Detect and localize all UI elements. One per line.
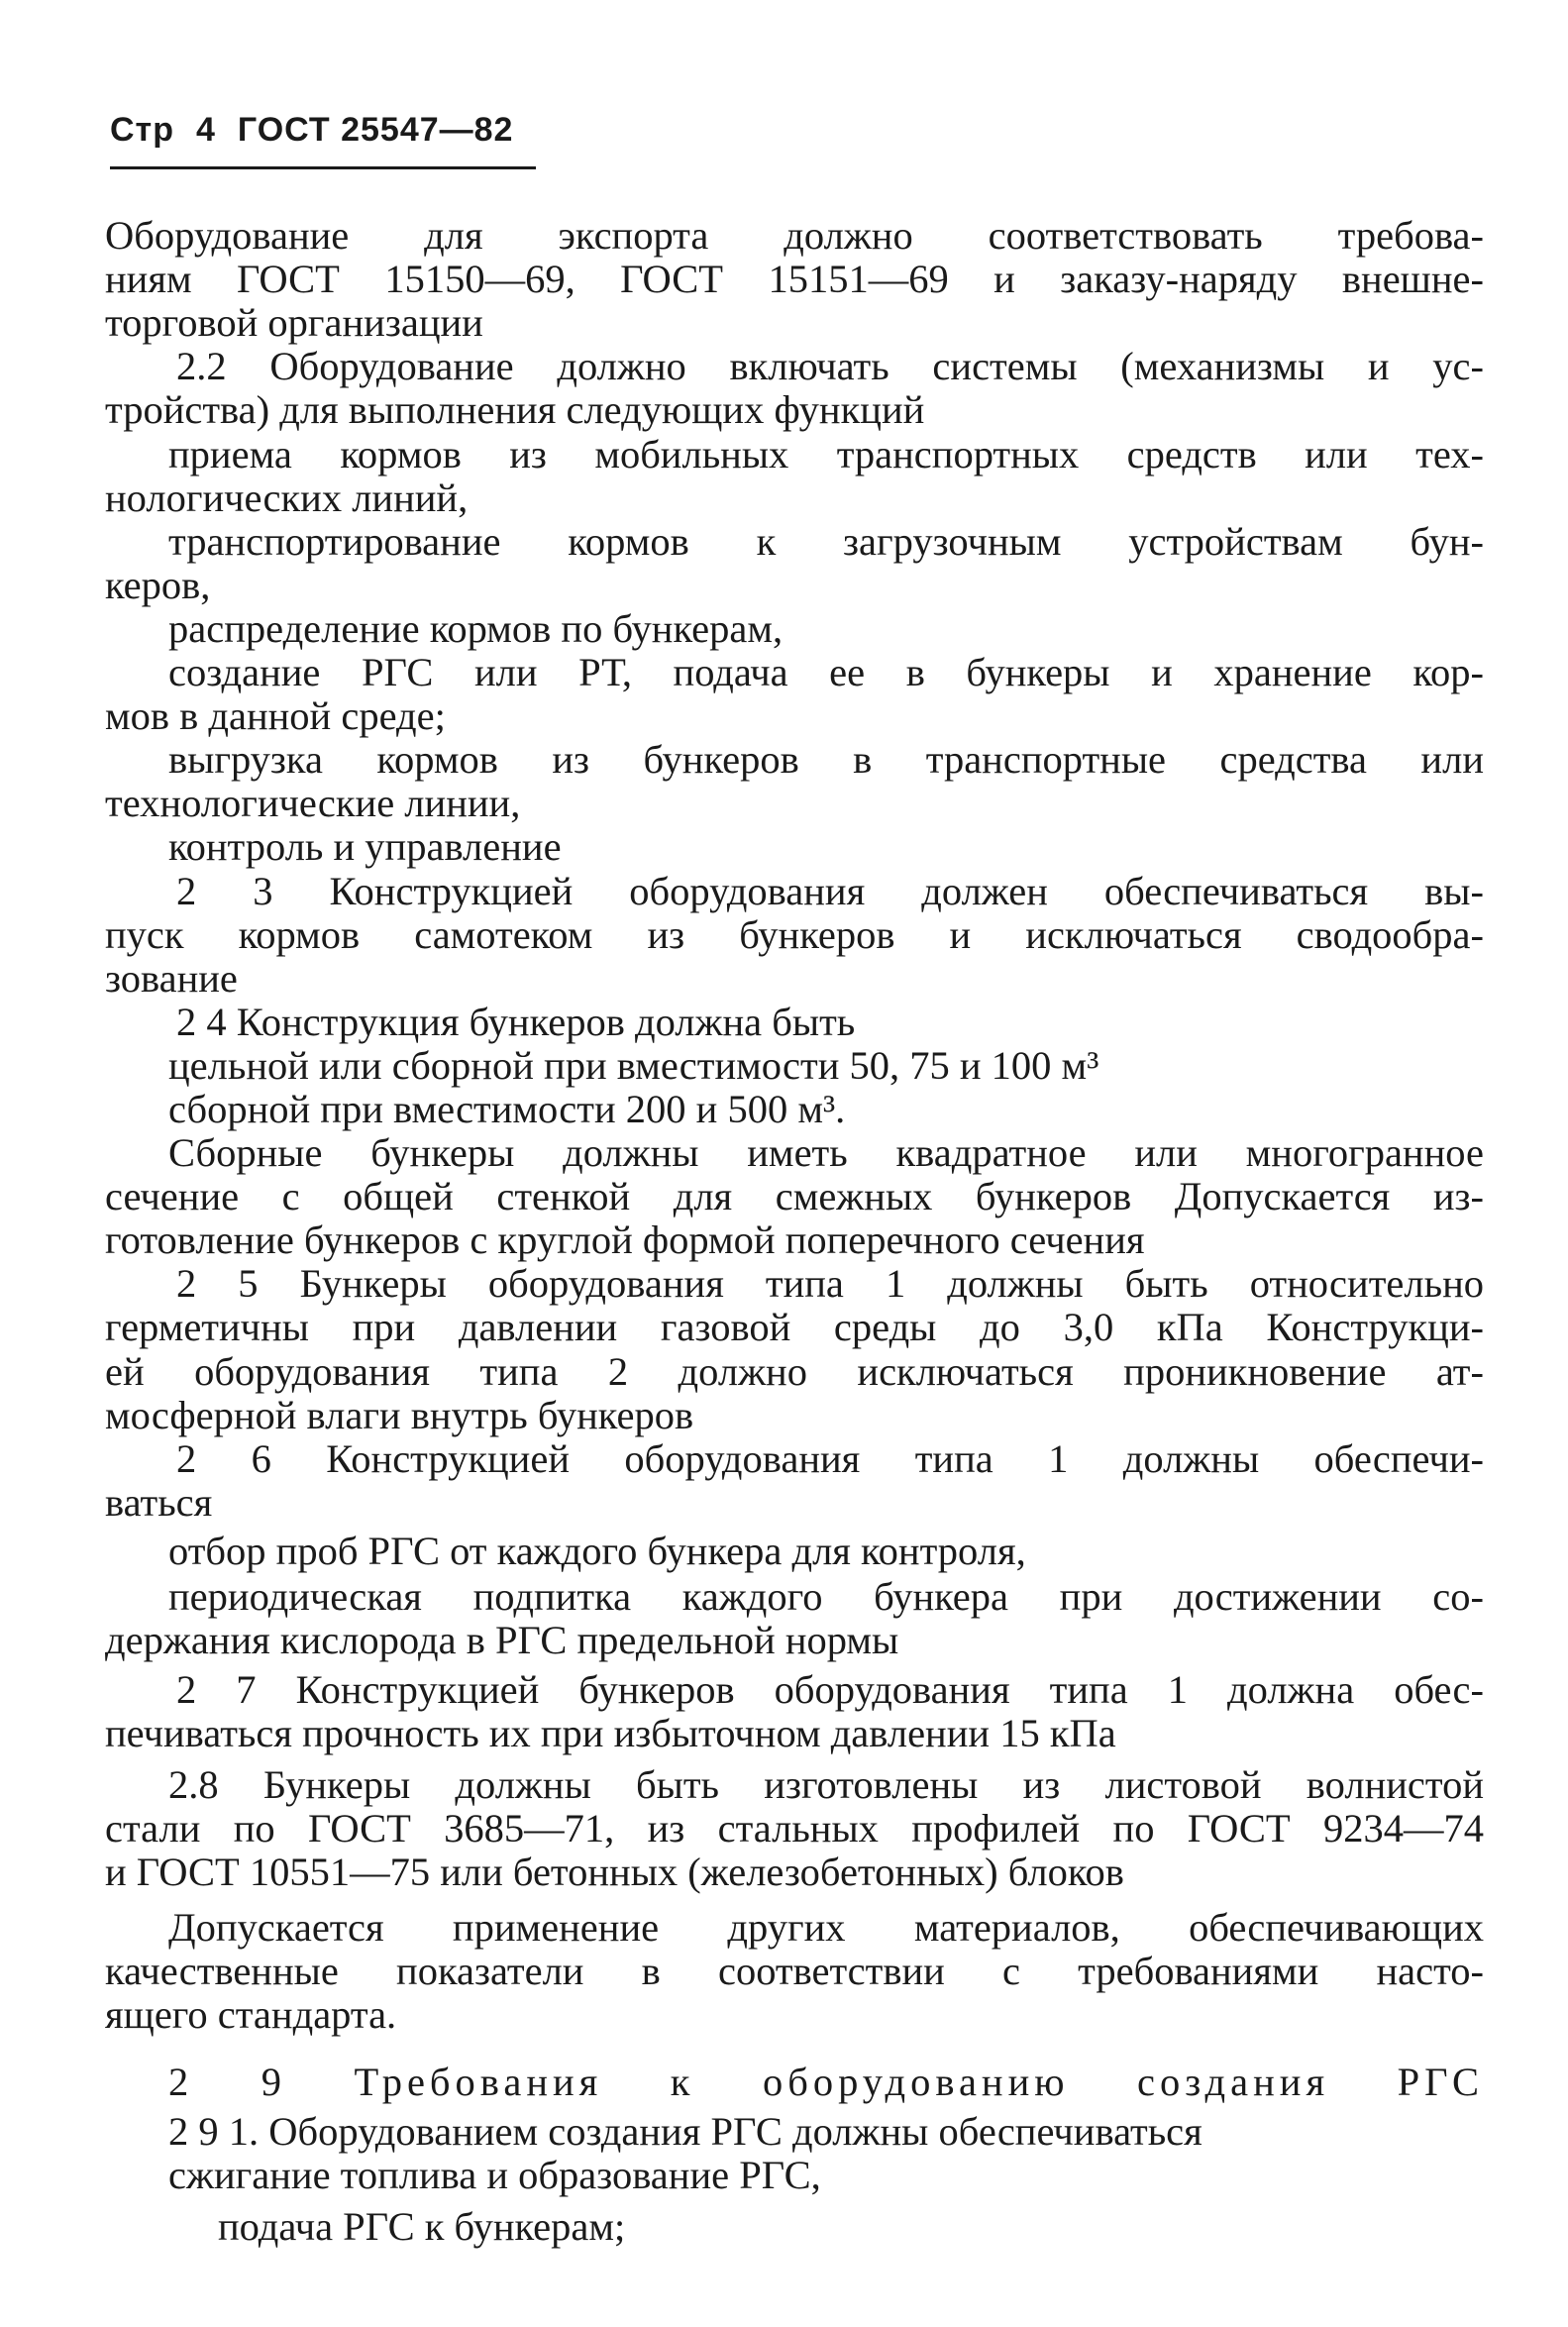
text-line: торговой организации xyxy=(105,300,483,345)
text-line: 2 7 Конструкцией бункеров оборудования типа 1 должна обес- xyxy=(176,1667,1484,1712)
text-line: транспортирование кормов к загрузочным устройствам бун- xyxy=(168,519,1484,564)
text-line: ваться xyxy=(105,1480,213,1525)
page-header xyxy=(110,111,535,150)
text-line: 2.8 Бункеры должны быть изготовлены из листовой волнистой xyxy=(168,1762,1484,1807)
text-line: мов в данной среде; xyxy=(105,693,446,738)
text-line: готовление бункеров с круглой формой поперечного сечения xyxy=(105,1217,1145,1262)
text-line: Допускается применение других материалов, обеспечивающих xyxy=(168,1905,1484,1950)
text-line: создание РГС или РТ, подача ее в бункеры и хранение кор- xyxy=(168,650,1484,694)
text-line: ей оборудования типа 2 должно исключаться проникновение ат- xyxy=(105,1349,1484,1394)
text-line: мосферной влаги внутрь бункеров xyxy=(105,1393,694,1437)
section-heading: 2 9 Требования к оборудованию создания РГС xyxy=(168,2060,1484,2104)
text-line: выгрузка кормов из бункеров в транспортные средства или xyxy=(168,737,1484,782)
text-line: 2 6 Конструкцией оборудования типа 1 должны обеспечи- xyxy=(176,1436,1484,1481)
text-line: сборной при вместимости 200 и 500 м³. xyxy=(168,1087,846,1131)
text-line: периодическая подпитка каждого бункера при достижении со- xyxy=(168,1574,1484,1619)
text-line: нологических линий, xyxy=(105,476,469,520)
text-line: держания кислорода в РГС предельной нормы xyxy=(105,1618,899,1662)
text-line: сечение с общей стенкой для смежных бункеров Допускается из- xyxy=(105,1174,1484,1218)
text-line: стали по ГОСТ 3685—71, из стальных профилей по ГОСТ 9234—74 xyxy=(105,1806,1484,1851)
text-line: тройства) для выполнения следующих функций xyxy=(105,387,925,432)
text-line: технологические линии, xyxy=(105,781,521,825)
text-line: зование xyxy=(105,956,238,1001)
text-line: отбор проб РГС от каждого бункера для контроля, xyxy=(168,1529,1026,1573)
text-line: контроль и управление xyxy=(168,824,562,869)
text-line: и ГОСТ 10551—75 или бетонных (железобетонных) блоков xyxy=(105,1850,1124,1894)
text-line: 2 9 1. Оборудованием создания РГС должны обеспечиваться xyxy=(168,2109,1202,2154)
text-line: распределение кормов по бункерам, xyxy=(168,606,784,651)
page-label: Стр xyxy=(110,111,174,149)
text-line: сжигание топлива и образование РГС, xyxy=(168,2153,821,2197)
text-line: 2 4 Конструкция бункеров должна быть xyxy=(176,1000,856,1044)
text-line: 2 3 Конструкцией оборудования должен обеспечиваться вы- xyxy=(176,869,1484,913)
text-line: печиваться прочность их при избыточном давлении 15 кПа xyxy=(105,1711,1116,1755)
text-line: Сборные бункеры должны иметь квадратное или многогранное xyxy=(168,1130,1484,1175)
text-line: подача РГС к бункерам; xyxy=(218,2204,626,2249)
text-line: ниям ГОСТ 15150—69, ГОСТ 15151—69 и заказу-наряду внешне- xyxy=(105,257,1484,301)
page-number: 4 xyxy=(195,111,216,149)
text-line: керов, xyxy=(105,563,211,607)
text-line: пуск кормов самотеком из бункеров и исключаться сводообра- xyxy=(105,912,1484,957)
text-line: герметичны при давлении газовой среды до 3,0 кПа Конструкци- xyxy=(105,1305,1484,1349)
text-line: ящего стандарта. xyxy=(105,1992,397,2037)
text-line: 2.2 Оборудование должно включать системы (механизмы и ус- xyxy=(176,344,1484,388)
header-rule xyxy=(110,166,536,169)
text-line: Оборудование для экспорта должно соответствовать требова- xyxy=(105,213,1484,258)
text-line: приема кормов из мобильных транспортных средств или тех- xyxy=(168,432,1484,476)
text-line: качественные показатели в соответствии с требованиями насто- xyxy=(105,1949,1484,1993)
text-line: 2 5 Бункеры оборудования типа 1 должны быть относительно xyxy=(176,1261,1484,1306)
text-line: цельной или сборной при вместимости 50, 75 и 100 м³ xyxy=(168,1043,1099,1088)
standard-number: ГОСТ 25547—82 xyxy=(237,111,514,149)
